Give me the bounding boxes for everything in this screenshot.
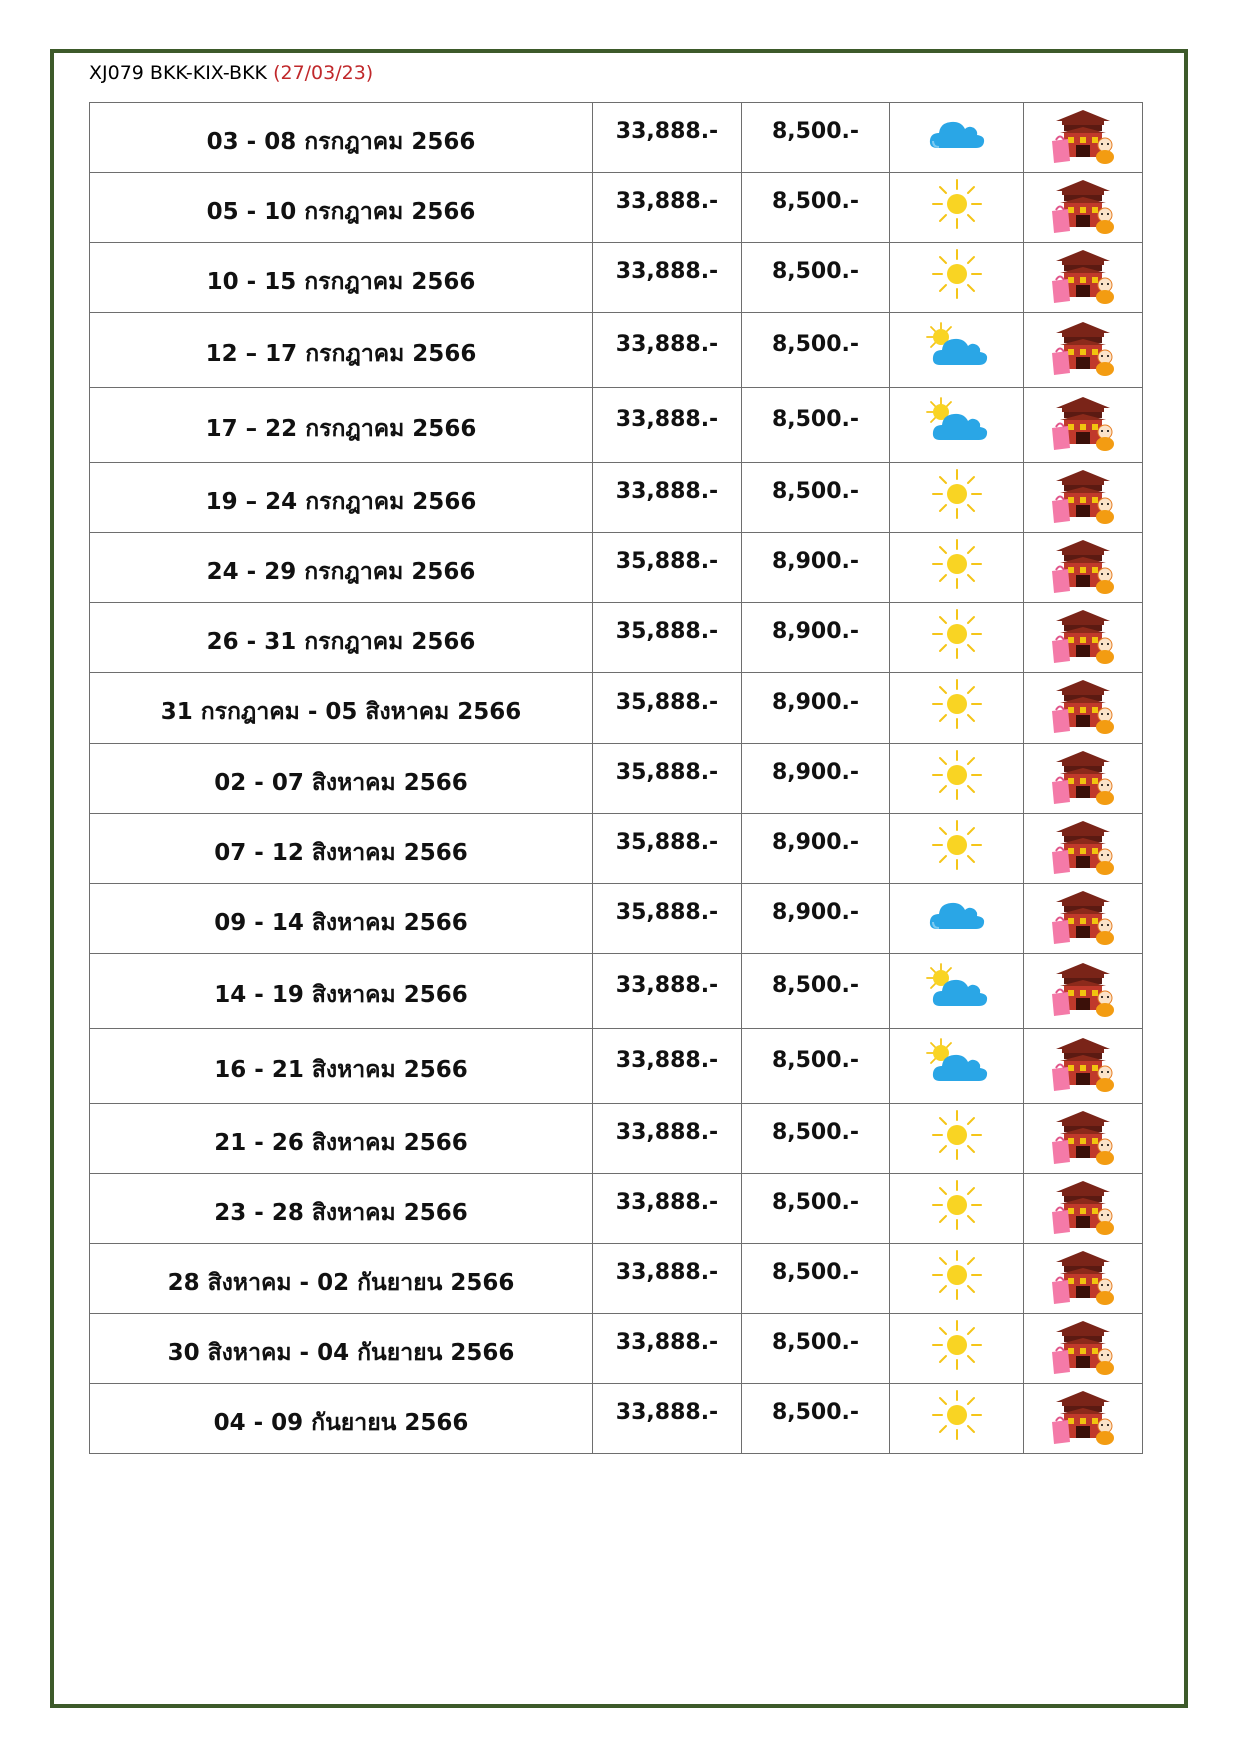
- single-supplement-cell: [742, 1174, 890, 1244]
- single-supplement: 8,500.-: [771, 1120, 860, 1145]
- schedule-row: [90, 103, 1143, 173]
- schedule-row: [90, 884, 1143, 954]
- temple-shopping-icon: [1050, 1178, 1116, 1236]
- single-supplement-cell: [742, 463, 890, 533]
- travel-dates-cell: [90, 388, 593, 463]
- picture-cell: [1024, 173, 1143, 243]
- travel-dates-cell: [90, 814, 593, 884]
- sun-cloud-icon: [924, 321, 990, 371]
- travel-dates: 05 - 10 กรกฎาคม 2566: [206, 198, 476, 225]
- price-cell: [593, 814, 742, 884]
- weather-cell: [890, 673, 1024, 744]
- single-supplement: 8,500.-: [771, 1047, 860, 1073]
- price-cell: [593, 1244, 742, 1314]
- travel-dates: 31 กรกฎาคม - 05 สิงหาคม 2566: [160, 699, 522, 725]
- adult-price: 33,888.-: [615, 1330, 719, 1355]
- travel-dates-cell: [90, 744, 593, 814]
- temple-shopping-icon: [1050, 748, 1116, 806]
- schedule-row: [90, 1314, 1143, 1384]
- temple-shopping-icon: [1050, 677, 1116, 735]
- single-supplement-cell: [742, 388, 890, 463]
- adult-price: 33,888.-: [615, 189, 719, 214]
- weather-cell: [890, 814, 1024, 884]
- sun-cloud-icon: [924, 396, 990, 446]
- schedule-row: [90, 388, 1143, 463]
- sun-icon: [931, 468, 983, 520]
- document-date: (27/03/23): [273, 62, 374, 84]
- single-supplement-cell: [742, 1029, 890, 1104]
- travel-dates: 10 - 15 กรกฎาคม 2566: [206, 268, 476, 295]
- adult-price: 35,888.-: [615, 549, 719, 574]
- price-cell: [593, 744, 742, 814]
- adult-price: 35,888.-: [615, 619, 719, 644]
- single-supplement: 8,500.-: [771, 1190, 860, 1215]
- single-supplement: 8,900.-: [771, 760, 860, 785]
- price-cell: [593, 243, 742, 313]
- schedule-row: [90, 744, 1143, 814]
- sun-icon: [931, 1249, 983, 1301]
- picture-cell: [1024, 463, 1143, 533]
- weather-cell: [890, 388, 1024, 463]
- temple-shopping-icon: [1050, 247, 1116, 305]
- travel-dates-cell: [90, 673, 593, 744]
- travel-dates: 23 - 28 สิงหาคม 2566: [214, 1199, 468, 1226]
- price-cell: [593, 173, 742, 243]
- schedule-row: [90, 463, 1143, 533]
- temple-shopping-icon: [1050, 394, 1116, 452]
- travel-dates-cell: [90, 1029, 593, 1104]
- travel-dates: 17 – 22 กรกฎาคม 2566: [205, 416, 477, 442]
- single-supplement: 8,500.-: [771, 1260, 860, 1285]
- travel-dates: 02 - 07 สิงหาคม 2566: [214, 769, 468, 796]
- single-supplement-cell: [742, 1244, 890, 1314]
- weather-cell: [890, 243, 1024, 313]
- single-supplement-cell: [742, 814, 890, 884]
- sun-icon: [931, 1389, 983, 1441]
- travel-dates-cell: [90, 1104, 593, 1174]
- sun-icon: [931, 1319, 983, 1371]
- picture-cell: [1024, 954, 1143, 1029]
- single-supplement-cell: [742, 673, 890, 744]
- single-supplement: 8,500.-: [771, 259, 860, 284]
- picture-cell: [1024, 533, 1143, 603]
- picture-cell: [1024, 1384, 1143, 1454]
- single-supplement-cell: [742, 173, 890, 243]
- temple-shopping-icon: [1050, 607, 1116, 665]
- single-supplement-cell: [742, 1104, 890, 1174]
- single-supplement: 8,500.-: [771, 1330, 860, 1355]
- travel-dates: 26 - 31 กรกฎาคม 2566: [206, 628, 476, 655]
- picture-cell: [1024, 1244, 1143, 1314]
- schedule-row: [90, 1029, 1143, 1104]
- schedule-row: [90, 173, 1143, 243]
- price-cell: [593, 533, 742, 603]
- travel-dates-cell: [90, 243, 593, 313]
- schedule-row: [90, 1244, 1143, 1314]
- travel-dates-cell: [90, 173, 593, 243]
- schedule-row: [90, 954, 1143, 1029]
- weather-cell: [890, 1174, 1024, 1244]
- temple-shopping-icon: [1050, 1388, 1116, 1446]
- adult-price: 35,888.-: [615, 689, 719, 715]
- sun-icon: [931, 178, 983, 230]
- single-supplement: 8,900.-: [771, 689, 860, 715]
- temple-shopping-icon: [1050, 888, 1116, 946]
- single-supplement-cell: [742, 1384, 890, 1454]
- travel-dates-cell: [90, 954, 593, 1029]
- travel-dates-cell: [90, 1384, 593, 1454]
- single-supplement: 8,500.-: [771, 479, 860, 504]
- single-supplement: 8,500.-: [771, 972, 860, 998]
- single-supplement: 8,900.-: [771, 549, 860, 574]
- price-cell: [593, 1314, 742, 1384]
- adult-price: 33,888.-: [615, 406, 719, 432]
- adult-price: 33,888.-: [615, 972, 719, 998]
- sun-cloud-icon: [924, 1037, 990, 1087]
- single-supplement: 8,900.-: [771, 830, 860, 855]
- picture-cell: [1024, 1174, 1143, 1244]
- single-supplement-cell: [742, 243, 890, 313]
- sun-cloud-icon: [924, 962, 990, 1012]
- price-cell: [593, 1384, 742, 1454]
- price-cell: [593, 1104, 742, 1174]
- flight-code: XJ079 BKK-KIX-BKK: [89, 62, 268, 84]
- picture-cell: [1024, 1104, 1143, 1174]
- price-cell: [593, 388, 742, 463]
- temple-shopping-icon: [1050, 467, 1116, 525]
- single-supplement: 8,900.-: [771, 619, 860, 644]
- picture-cell: [1024, 744, 1143, 814]
- travel-dates: 28 สิงหาคม - 02 กันยายน 2566: [167, 1269, 515, 1296]
- travel-dates-cell: [90, 884, 593, 954]
- schedule-row: [90, 1384, 1143, 1454]
- travel-dates-cell: [90, 533, 593, 603]
- travel-dates: 14 - 19 สิงหาคม 2566: [214, 982, 468, 1008]
- picture-cell: [1024, 388, 1143, 463]
- sun-icon: [931, 1109, 983, 1161]
- temple-shopping-icon: [1050, 818, 1116, 876]
- flight-header: [89, 62, 373, 84]
- cloud-icon: [927, 895, 987, 935]
- temple-shopping-icon: [1050, 107, 1116, 165]
- adult-price: 33,888.-: [615, 331, 719, 357]
- price-cell: [593, 1029, 742, 1104]
- travel-dates-cell: [90, 313, 593, 388]
- weather-cell: [890, 603, 1024, 673]
- weather-cell: [890, 313, 1024, 388]
- sun-icon: [931, 819, 983, 871]
- adult-price: 33,888.-: [615, 1120, 719, 1145]
- weather-cell: [890, 1384, 1024, 1454]
- temple-shopping-icon: [1050, 319, 1116, 377]
- weather-cell: [890, 173, 1024, 243]
- schedule-row: [90, 243, 1143, 313]
- departure-schedule-table: [89, 102, 1143, 1454]
- single-supplement-cell: [742, 103, 890, 173]
- temple-shopping-icon: [1050, 1318, 1116, 1376]
- weather-cell: [890, 103, 1024, 173]
- picture-cell: [1024, 1314, 1143, 1384]
- adult-price: 33,888.-: [615, 1190, 719, 1215]
- schedule-row: [90, 1104, 1143, 1174]
- single-supplement-cell: [742, 603, 890, 673]
- adult-price: 33,888.-: [615, 1260, 719, 1285]
- price-cell: [593, 884, 742, 954]
- adult-price: 33,888.-: [615, 479, 719, 504]
- travel-dates: 19 – 24 กรกฎาคม 2566: [205, 488, 477, 515]
- weather-cell: [890, 954, 1024, 1029]
- temple-shopping-icon: [1050, 177, 1116, 235]
- picture-cell: [1024, 103, 1143, 173]
- travel-dates-cell: [90, 1244, 593, 1314]
- adult-price: 33,888.-: [615, 259, 719, 284]
- picture-cell: [1024, 884, 1143, 954]
- single-supplement: 8,500.-: [771, 189, 860, 214]
- schedule-row: [90, 814, 1143, 884]
- travel-dates: 09 - 14 สิงหาคม 2566: [214, 909, 468, 936]
- adult-price: 33,888.-: [615, 119, 719, 144]
- weather-cell: [890, 463, 1024, 533]
- travel-dates: 24 - 29 กรกฎาคม 2566: [206, 558, 476, 585]
- travel-dates: 12 – 17 กรกฎาคม 2566: [205, 341, 477, 367]
- travel-dates: 04 - 09 กันยายน 2566: [213, 1409, 469, 1436]
- sun-icon: [931, 749, 983, 801]
- temple-shopping-icon: [1050, 1108, 1116, 1166]
- picture-cell: [1024, 313, 1143, 388]
- travel-dates-cell: [90, 1174, 593, 1244]
- travel-dates: 30 สิงหาคม - 04 กันยายน 2566: [167, 1339, 515, 1366]
- weather-cell: [890, 884, 1024, 954]
- price-cell: [593, 313, 742, 388]
- schedule-row: [90, 673, 1143, 744]
- single-supplement-cell: [742, 884, 890, 954]
- weather-cell: [890, 1244, 1024, 1314]
- single-supplement-cell: [742, 533, 890, 603]
- single-supplement: 8,500.-: [771, 331, 860, 357]
- travel-dates: 16 - 21 สิงหาคม 2566: [214, 1057, 468, 1083]
- weather-cell: [890, 1104, 1024, 1174]
- sun-icon: [931, 248, 983, 300]
- weather-cell: [890, 1029, 1024, 1104]
- picture-cell: [1024, 243, 1143, 313]
- picture-cell: [1024, 1029, 1143, 1104]
- price-cell: [593, 1174, 742, 1244]
- adult-price: 35,888.-: [615, 900, 719, 925]
- sun-icon: [931, 538, 983, 590]
- travel-dates-cell: [90, 603, 593, 673]
- travel-dates: 21 - 26 สิงหาคม 2566: [214, 1129, 468, 1156]
- adult-price: 33,888.-: [615, 1400, 719, 1425]
- price-cell: [593, 463, 742, 533]
- cloud-icon: [927, 114, 987, 154]
- weather-cell: [890, 1314, 1024, 1384]
- picture-cell: [1024, 814, 1143, 884]
- single-supplement-cell: [742, 1314, 890, 1384]
- temple-shopping-icon: [1050, 1248, 1116, 1306]
- price-cell: [593, 954, 742, 1029]
- price-cell: [593, 603, 742, 673]
- adult-price: 35,888.-: [615, 830, 719, 855]
- adult-price: 33,888.-: [615, 1047, 719, 1073]
- schedule-row: [90, 313, 1143, 388]
- travel-dates-cell: [90, 1314, 593, 1384]
- schedule-row: [90, 603, 1143, 673]
- single-supplement-cell: [742, 313, 890, 388]
- single-supplement: 8,500.-: [771, 406, 860, 432]
- temple-shopping-icon: [1050, 537, 1116, 595]
- single-supplement-cell: [742, 744, 890, 814]
- schedule-row: [90, 1174, 1143, 1244]
- single-supplement: 8,500.-: [771, 119, 860, 144]
- temple-shopping-icon: [1050, 1035, 1116, 1093]
- single-supplement-cell: [742, 954, 890, 1029]
- sun-icon: [931, 608, 983, 660]
- picture-cell: [1024, 673, 1143, 744]
- travel-dates-cell: [90, 463, 593, 533]
- single-supplement: 8,500.-: [771, 1400, 860, 1425]
- sun-icon: [931, 678, 983, 730]
- adult-price: 35,888.-: [615, 760, 719, 785]
- sun-icon: [931, 1179, 983, 1231]
- price-cell: [593, 103, 742, 173]
- travel-dates: 03 - 08 กรกฎาคม 2566: [206, 128, 476, 155]
- schedule-row: [90, 533, 1143, 603]
- travel-dates: 07 - 12 สิงหาคม 2566: [214, 839, 468, 866]
- weather-cell: [890, 744, 1024, 814]
- picture-cell: [1024, 603, 1143, 673]
- temple-shopping-icon: [1050, 960, 1116, 1018]
- travel-dates-cell: [90, 103, 593, 173]
- single-supplement: 8,900.-: [771, 900, 860, 925]
- price-cell: [593, 673, 742, 744]
- weather-cell: [890, 533, 1024, 603]
